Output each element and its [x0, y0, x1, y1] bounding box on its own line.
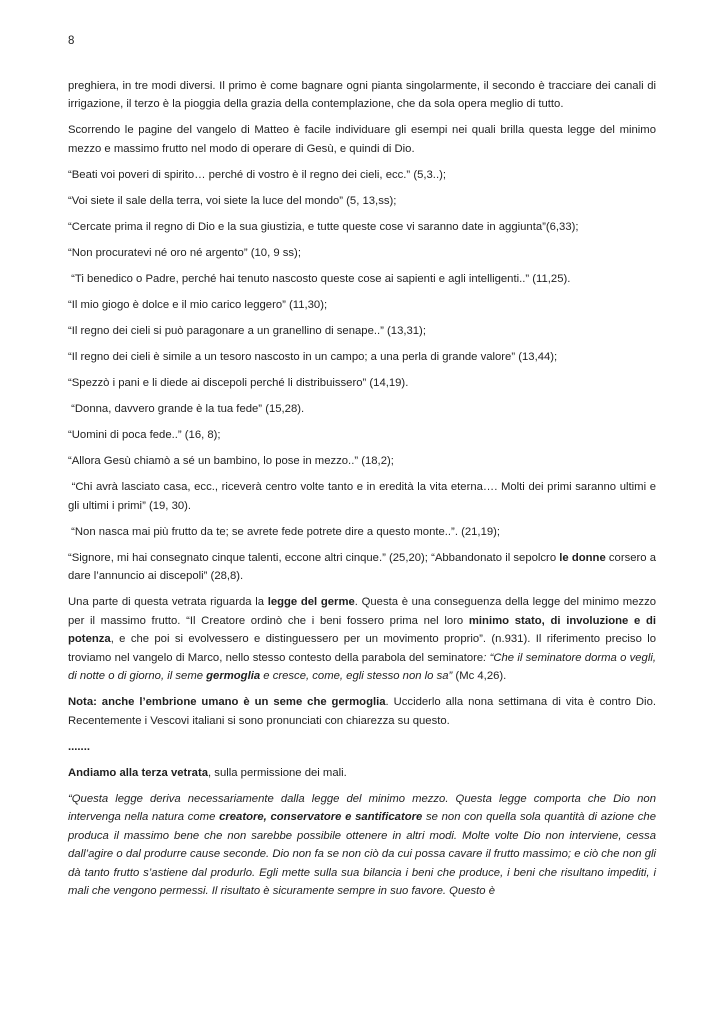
text-run: . Ucciderlo alla nona settimana di vita è contro Dio. Recentemente i Vescovi italiani si sono pronunciati con chiarezza su questo.	[68, 696, 656, 727]
text-run: “Beati voi poveri di spirito… perché di vostro è il regno dei cieli, ecc.” (5,3..);	[68, 169, 446, 181]
paragraph	[68, 244, 656, 263]
text-run: , sulla permissione dei mali.	[208, 766, 347, 779]
paragraph	[68, 523, 656, 542]
text-run: “Questa legge deriva necessariamente dalla legge del minimo mezzo. Questa legge comporta che Dio non intervenga nella natura come	[68, 792, 656, 824]
text-run: “Allora Gesù chiamò a sé un bambino, lo pose in mezzo..” (18,2);	[68, 455, 394, 468]
text-run: “Chi avrà lasciato casa, ecc., riceverà centro volte tanto e in eredità la vita eterna…. Molti dei primi saranno ultimi e gli ultimi i primi” (19, 30).	[68, 481, 656, 512]
paragraph	[68, 549, 656, 586]
paragraph	[68, 426, 656, 445]
text-run: se non con quella sola quantità di azione che produca il massimo bene che non sarebbe possibile ottenere in altri modi. Molte volte Dio non interviene, cessa dall’agire o dal produrre cause seconde. Dio non fa se non ciò da cui possa cavare il frutto massimo; e ciò che non gli dà tanto frutto s’astiene dal produrlo. Egli mette sulla sua bilancia i beni che produce, i beni che risultano impediti, i mali che vengono permessi. Il risultato è sicuramente sempre in suo favore. Questo è	[68, 811, 656, 898]
text-run: germoglia	[206, 670, 261, 683]
text-run: .......	[68, 740, 90, 753]
paragraph	[68, 374, 656, 393]
text-run: preghiera, in tre modi diversi. Il primo è come bagnare ogni pianta singolarmente, il secondo è tracciare dei canali di irrigazione, il terzo è la pioggia della grazia della contemplazione, che da sola opera meglio di tutto.	[68, 79, 656, 111]
text-run: legge del germe	[267, 596, 355, 609]
paragraph	[68, 270, 656, 289]
text-run: creatore, conservatore e santificatore	[219, 811, 423, 824]
text-run: “Non procuratevi né oro né argento” (10, 9 ss);	[68, 247, 301, 260]
paragraph	[68, 764, 656, 783]
text-run: “Il regno dei cieli è simile a un tesoro nascosto in un campo; a una perla di grande valore” (13,44);	[68, 351, 558, 364]
text-run: “Spezzò i pani e li diede ai discepoli perché li distribuissero” (14,19).	[68, 377, 409, 390]
paragraph	[68, 400, 656, 419]
text-run: e cresce, come, egli stesso non lo sa”	[260, 670, 453, 683]
text-run: “Non nasca mai più frutto da te; se avrete fede potrete dire a questo monte..”. (21,19);	[68, 525, 501, 538]
paragraph	[68, 790, 656, 901]
paragraph	[68, 322, 656, 341]
text-run: Nota: anche l’embrione umano è un seme che germoglia	[68, 696, 386, 709]
text-run: “Signore, mi hai consegnato cinque talenti, eccone altri cinque.” (25,20); “Abbandonato il sepolcro	[68, 551, 560, 564]
paragraph	[68, 738, 656, 757]
text-run: le donne	[559, 551, 606, 564]
text-run: “Cercate prima il regno di Dio e la sua giustizia, e tutte queste cose vi saranno date in aggiunta”(6,33);	[68, 221, 579, 234]
text-run: minimo stato, di involuzione e di potenza	[68, 614, 656, 646]
text-run: : “Che il seminatore dorma o vegli, di notte o di giorno, il seme	[68, 651, 656, 683]
text-run: . Questa è una conseguenza della legge del minimo mezzo per il massimo frutto. “Il Creatore ordinò che i beni fossero prima nel loro	[68, 596, 657, 627]
text-run: corsero a dare l’annuncio ai discepoli” (28,8).	[68, 551, 656, 583]
paragraph	[68, 478, 656, 515]
text-run: (Mc 4,26).	[452, 670, 507, 683]
text-run: Scorrendo le pagine del vangelo di Matteo è facile individuare gli esempi nei quali brilla questa legge del minimo mezzo e massimo frutto nel modo di operare di Gesù, e quindi di Dio.	[68, 124, 656, 155]
text-run: “Uomini di poca fede..” (16, 8);	[68, 429, 221, 442]
paragraph	[68, 218, 656, 237]
paragraph	[68, 693, 656, 730]
paragraph	[68, 166, 656, 185]
page-number: 8	[68, 35, 75, 47]
paragraph	[68, 121, 656, 158]
text-run: Andiamo alla terza vetrata	[68, 766, 209, 779]
text-run: Una parte di questa vetrata riguarda la	[68, 596, 268, 609]
paragraph	[68, 452, 656, 471]
document-body	[68, 77, 656, 901]
text-run: “Voi siete il sale della terra, voi siete la luce del mondo” (5, 13,ss);	[68, 195, 397, 208]
paragraph	[68, 593, 656, 686]
paragraph	[68, 192, 656, 211]
paragraph	[68, 77, 656, 114]
paragraph	[68, 348, 656, 367]
text-run: , e che poi si evolvessero e distinguessero per un movimento proprio”. (n.931). Il riferimento preciso lo troviamo nel vangelo di Marco, nello stesso contesto della parabola del seminatore	[68, 633, 656, 664]
text-run: “Il mio giogo è dolce e il mio carico leggero” (11,30);	[68, 299, 328, 312]
paragraph	[68, 296, 656, 315]
text-run: “Donna, davvero grande è la tua fede” (15,28).	[68, 403, 305, 416]
text-run: “Ti benedico o Padre, perché hai tenuto nascosto queste cose ai sapienti e agli intelligenti..” (11,25).	[68, 273, 571, 286]
text-run: “Il regno dei cieli si può paragonare a un granellino di senape..” (13,31);	[68, 325, 426, 338]
